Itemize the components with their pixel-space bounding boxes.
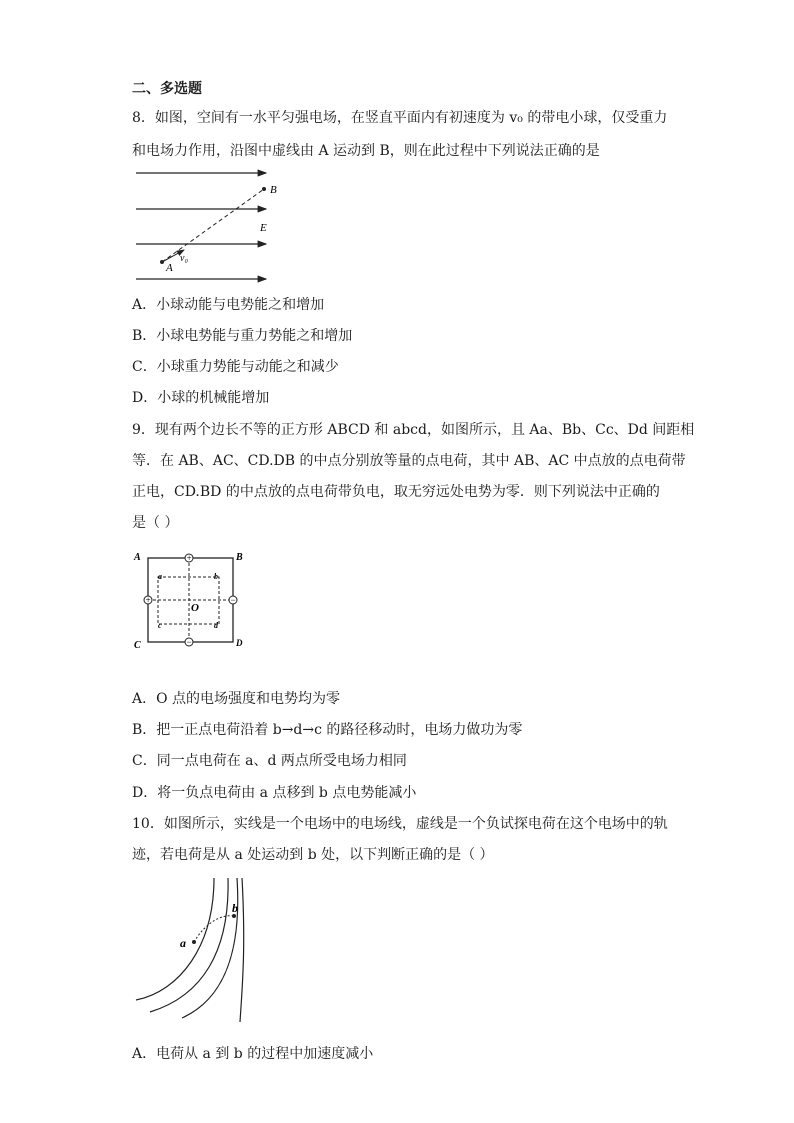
charge-right-sign: − bbox=[229, 595, 237, 605]
q9-stem-line-2: 等．在 AB、AC、CD.DB 的中点分别放等量的点电荷，其中 AB、AC 中点放的点电荷带 bbox=[132, 453, 686, 469]
q10-stem-line-2: 迹，若电荷是从 a 处运动到 b 处，以下判断正确的是（ ） bbox=[132, 847, 494, 863]
field-line-curve-1 bbox=[136, 878, 214, 1000]
label-A: A bbox=[134, 552, 141, 563]
q9-stem-line-3: 正电，CD.BD 的中点放的点电荷带负电，取无穷远处电势为零．则下列说法中正确的 bbox=[132, 484, 660, 500]
q8-option-a: A．小球动能与电势能之和增加 bbox=[132, 297, 325, 313]
charge-top-sign: + bbox=[185, 553, 193, 563]
q8-electric-field-figure bbox=[130, 165, 280, 290]
label-B: B bbox=[270, 184, 277, 196]
q10-stem-line-1: 10．如图所示，实线是一个电场中的电场线，虚线是一个负试探电荷在这个电场中的轨 bbox=[132, 816, 668, 832]
label-d: d bbox=[214, 621, 218, 630]
q8-stem-line-1: 8．如图，空间有一水平匀强电场，在竖直平面内有初速度为 v₀ 的带电小球，仅受重力 bbox=[132, 110, 668, 126]
field-line-curve-4 bbox=[240, 878, 244, 1022]
q9-stem-line-4: 是（ ） bbox=[132, 515, 179, 531]
q9-squares-figure bbox=[130, 548, 250, 654]
q9-option-d: D．将一负点电荷由 a 点移到 b 点电势能减小 bbox=[132, 785, 417, 801]
point-B bbox=[262, 187, 266, 191]
label-O: O bbox=[191, 602, 199, 614]
label-C: C bbox=[134, 640, 141, 651]
label-b: b bbox=[214, 572, 218, 581]
label-a: a bbox=[180, 936, 186, 950]
charge-left-sign: + bbox=[144, 595, 152, 605]
q8-option-b: B．小球电势能与重力势能之和增加 bbox=[132, 328, 353, 344]
q10-option-a: A．电荷从 a 到 b 的过程中加速度减小 bbox=[132, 1046, 374, 1062]
label-c: c bbox=[158, 621, 162, 630]
q9-option-c: C．同一点电荷在 a、d 两点所受电场力相同 bbox=[132, 753, 407, 769]
label-A: A bbox=[166, 262, 173, 274]
label-B: B bbox=[236, 552, 243, 563]
q8-option-d: D．小球的机械能增加 bbox=[132, 390, 270, 406]
section-title: 二、多选题 bbox=[132, 81, 202, 97]
q8-option-c: C．小球重力势能与动能之和减少 bbox=[132, 359, 339, 375]
charge-bottom-sign: − bbox=[185, 637, 193, 647]
q9-stem-line-1: 9．现有两个边长不等的正方形 ABCD 和 abcd，如图所示，且 Aa、Bb、Cc、Dd 间距相 bbox=[132, 422, 695, 438]
q10-field-lines-figure bbox=[130, 876, 260, 1021]
q9-option-b: B．把一正点电荷沿着 b→d→c 的路径移动时，电场力做功为零 bbox=[132, 722, 523, 738]
q8-stem-line-2: 和电场力作用，沿图中虚线由 A 运动到 B，则在此过程中下列说法正确的是 bbox=[132, 143, 600, 159]
label-v0: v₀ bbox=[180, 253, 188, 264]
field-line-curve-2 bbox=[150, 878, 228, 1012]
q9-option-a: A．O 点的电场强度和电势均为零 bbox=[132, 691, 341, 707]
label-E: E bbox=[260, 222, 267, 234]
field-line-curve-3 bbox=[182, 878, 238, 1018]
label-a: a bbox=[158, 572, 162, 581]
trajectory-dashed bbox=[162, 189, 264, 262]
label-D: D bbox=[236, 638, 243, 648]
label-b: b bbox=[232, 901, 238, 915]
point-a bbox=[192, 940, 196, 944]
trajectory-dotted bbox=[194, 916, 234, 942]
point-A bbox=[160, 260, 164, 264]
